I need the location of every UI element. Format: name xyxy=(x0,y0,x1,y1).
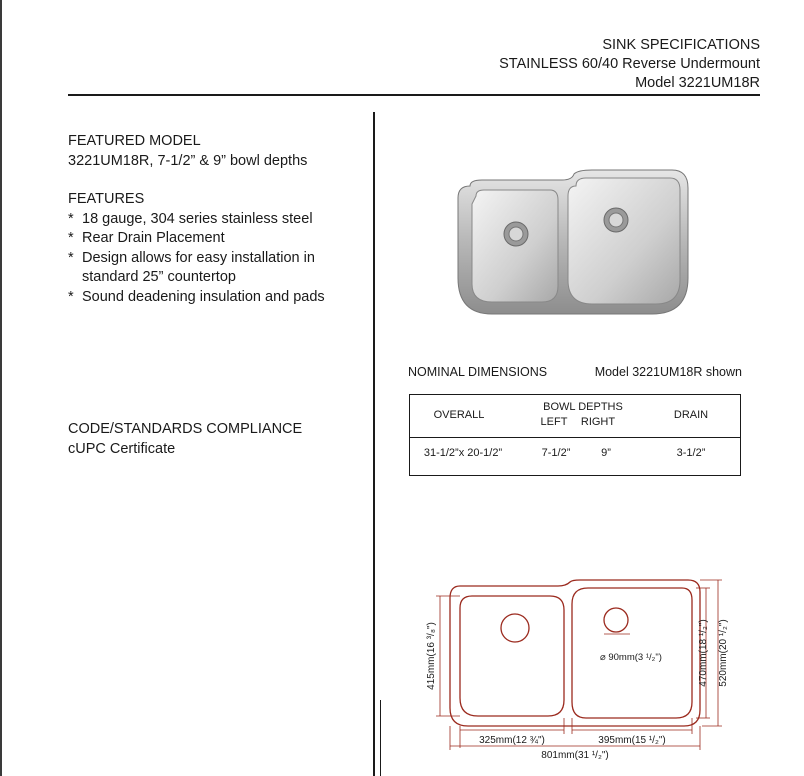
feature-item: * Rear Drain Placement xyxy=(68,229,358,249)
left-bowl-width-label: 325mm(12 ¾") xyxy=(479,735,545,746)
right-header: RIGHT xyxy=(580,416,616,428)
drain-header: DRAIN xyxy=(673,409,709,421)
feature-item: * 18 gauge, 304 series stainless steel xyxy=(68,210,358,230)
overall-value: 31-1/2”x 20-1/2” xyxy=(423,447,503,459)
featured-model-heading: FEATURED MODEL xyxy=(68,133,201,149)
feature-item: * Sound deadening insulation and pads xyxy=(68,288,358,308)
overall-height-label: 520mm(20 ¹/₂") xyxy=(718,619,729,687)
dimensions-table xyxy=(409,394,741,476)
overall-header: OVERALL xyxy=(433,409,485,421)
compliance-section xyxy=(68,420,358,459)
header-model: Model 3221UM18R xyxy=(635,75,760,91)
page-left-edge xyxy=(0,0,2,776)
features-list xyxy=(68,210,358,308)
spec-header xyxy=(499,36,760,93)
drain-diameter-label: ⌀ 90mm(3 ¹/₂") xyxy=(600,652,662,663)
sink-photo xyxy=(452,168,692,318)
drain-value: 3-1/2” xyxy=(676,447,706,459)
bullet-star: * xyxy=(68,288,74,305)
compliance-text: cUPC Certificate xyxy=(68,440,176,457)
featured-model-text: 3221UM18R, 7-1/2” & 9” bowl depths xyxy=(68,152,308,169)
sink-dimension-drawing xyxy=(420,578,740,763)
header-title: SINK SPECIFICATIONS xyxy=(602,37,760,53)
bowl-depths-header: BOWL DEPTHS xyxy=(543,401,623,413)
features-heading: FEATURES xyxy=(68,191,145,207)
right-bowl-width-label: 395mm(15 ¹/₂") xyxy=(598,735,666,746)
nominal-dimensions-label: NOMINAL DIMENSIONS xyxy=(408,365,548,379)
table-header-divider xyxy=(410,437,740,438)
feature-item: * Design allows for easy installation in standard 25” countertop xyxy=(68,249,315,285)
features-section xyxy=(68,190,358,307)
compliance-heading: CODE/STANDARDS COMPLIANCE xyxy=(68,421,303,437)
bullet-star: * xyxy=(68,210,74,227)
right-bowl-height-label: 470mm(18 ¹/₂") xyxy=(698,619,709,687)
left-header: LEFT xyxy=(540,416,568,428)
left-depth-value: 7-1/2” xyxy=(541,447,571,459)
bullet-star: * xyxy=(68,230,74,246)
overall-width-label: 801mm(31 ¹/₂") xyxy=(541,750,609,761)
right-depth-value: 9” xyxy=(601,447,611,459)
left-bowl-height-label: 415mm(16 ³/₈") xyxy=(426,622,437,690)
header-subtitle: STAINLESS 60/40 Reverse Undermount xyxy=(499,56,760,72)
column-divider xyxy=(373,112,375,776)
header-divider xyxy=(68,94,760,96)
bullet-star: * xyxy=(68,249,74,266)
model-shown-label: Model 3221UM18R shown xyxy=(594,365,742,379)
featured-model-section xyxy=(68,132,358,171)
column-divider-lower xyxy=(380,700,381,776)
